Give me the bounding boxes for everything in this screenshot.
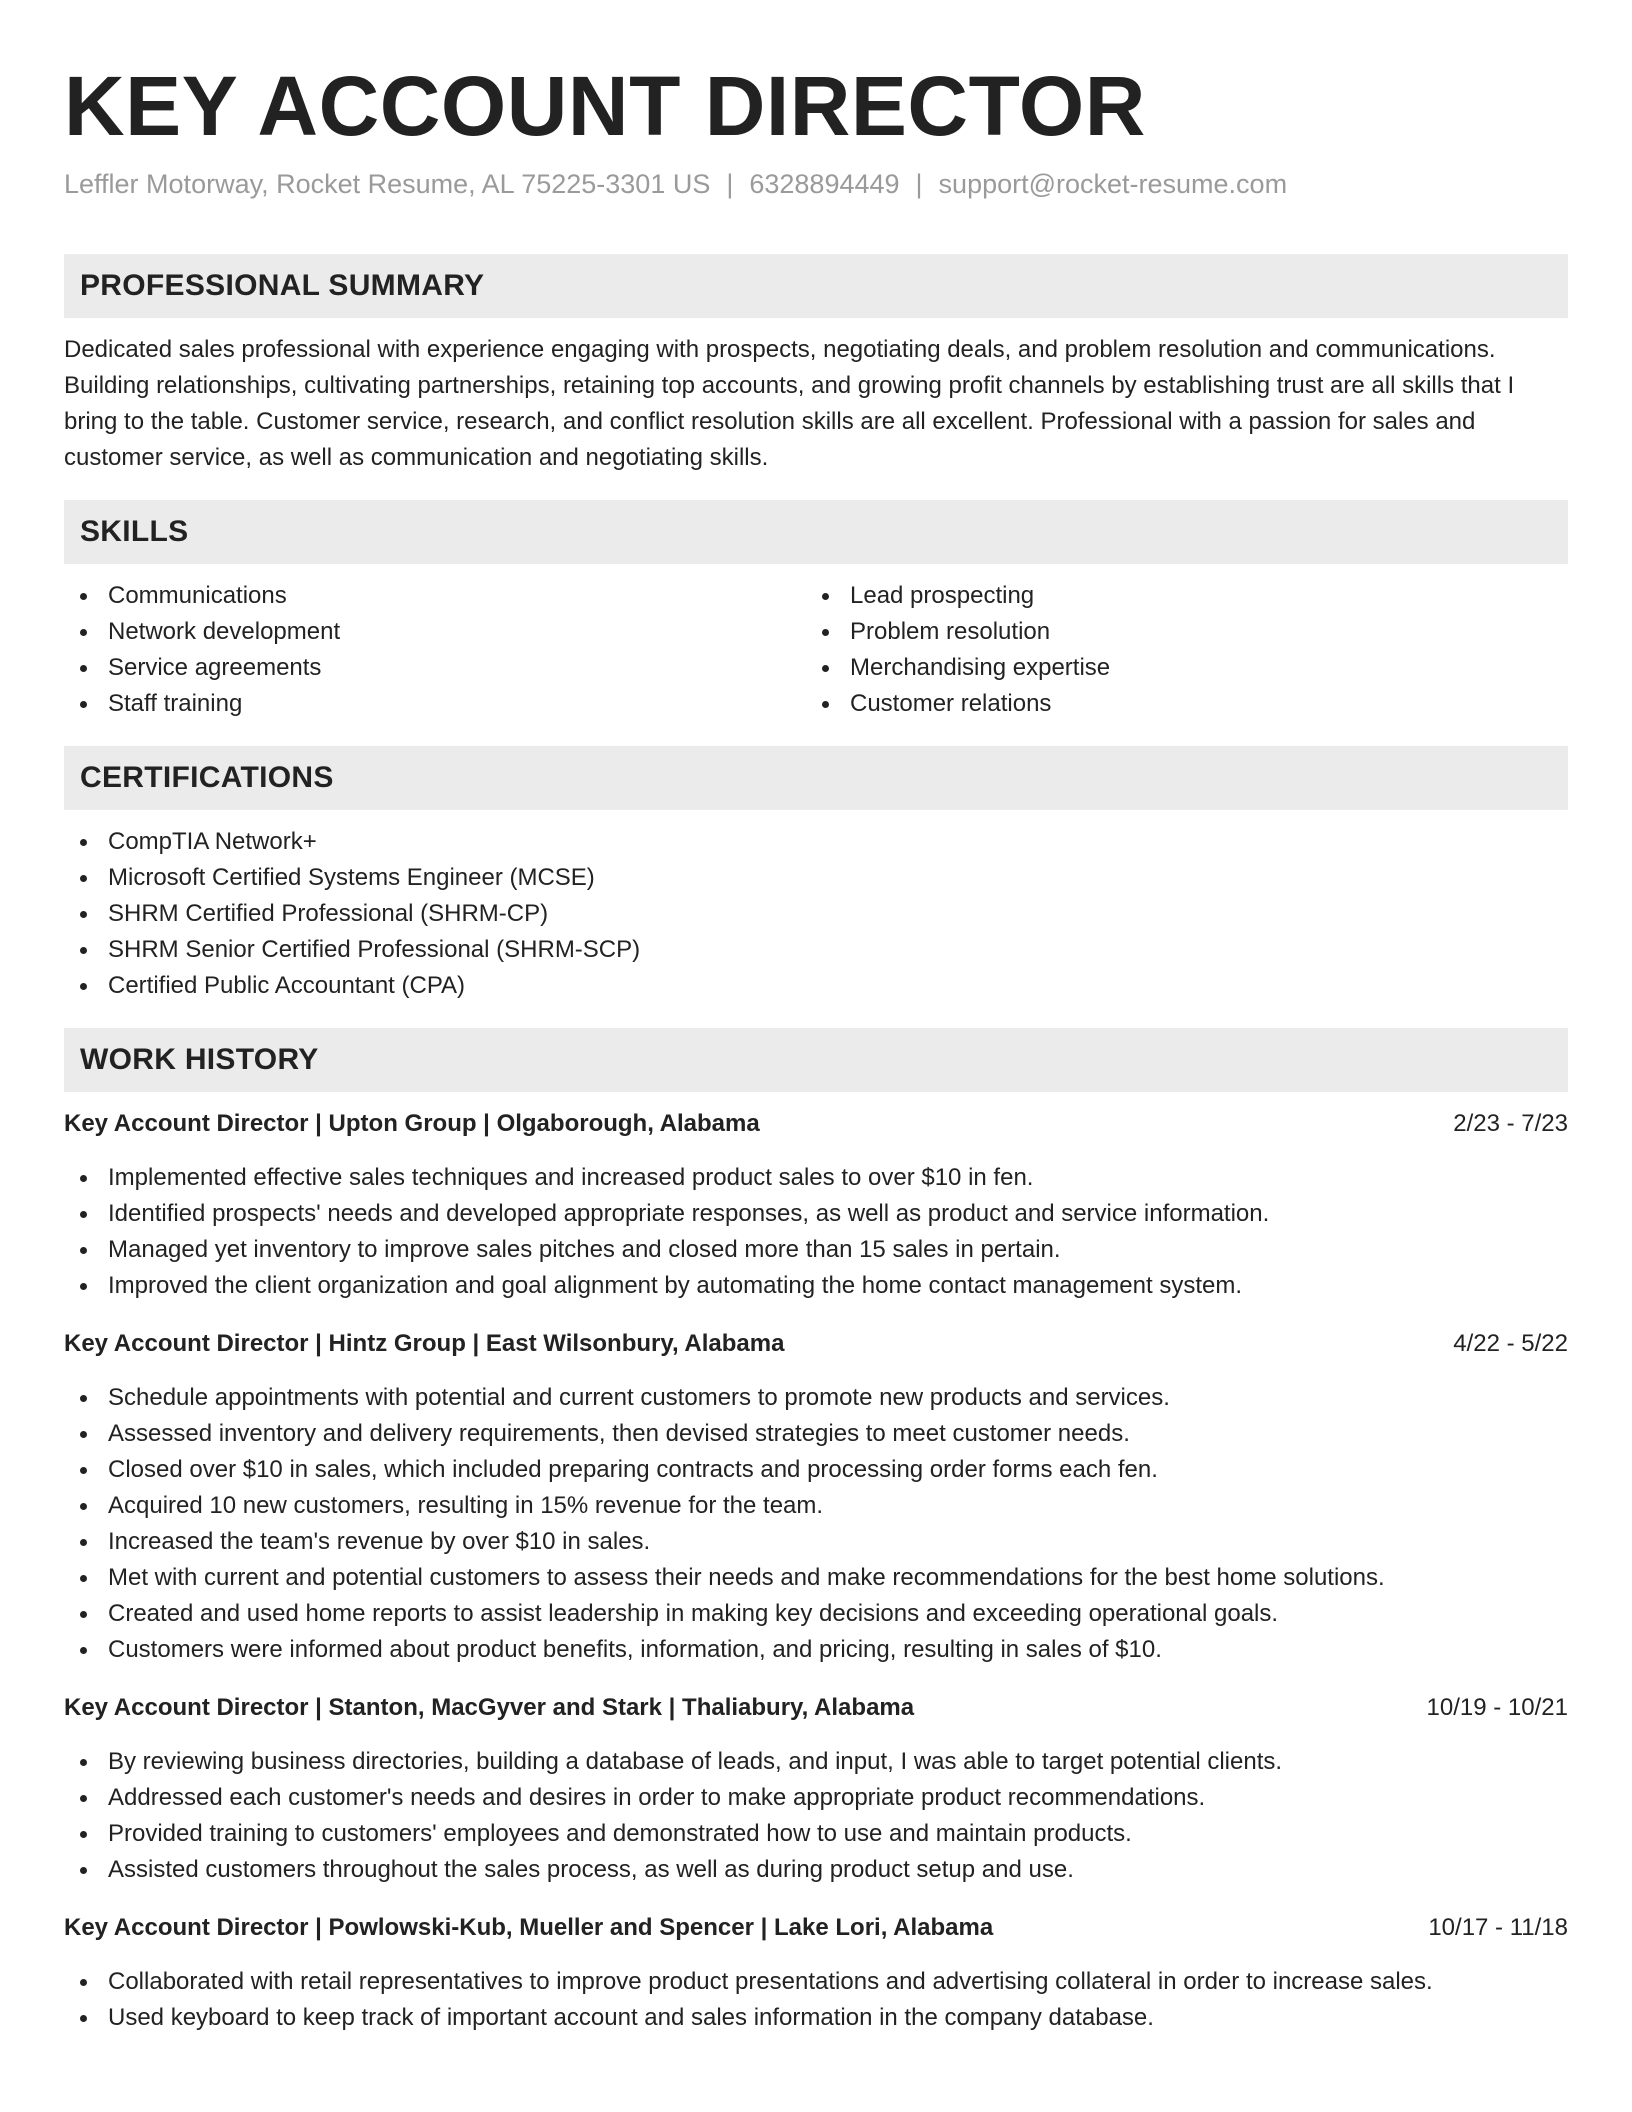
contact-email: support@rocket-resume.com bbox=[938, 169, 1288, 199]
job-bullet: Schedule appointments with potential and current customers to promote new products and services. bbox=[64, 1380, 1568, 1416]
section-heading-certifications: CERTIFICATIONS bbox=[64, 746, 1568, 810]
certification-item: CompTIA Network+ bbox=[64, 824, 1568, 860]
contact-phone: 6328894449 bbox=[749, 169, 900, 199]
skill-item: Problem resolution bbox=[806, 614, 1548, 650]
job-bullet: Assessed inventory and delivery requirements, then devised strategies to meet customer needs. bbox=[64, 1416, 1568, 1452]
contact-line bbox=[64, 166, 1568, 202]
job-bullet: Acquired 10 new customers, resulting in 15% revenue for the team. bbox=[64, 1488, 1568, 1524]
certification-item: SHRM Senior Certified Professional (SHRM-SCP) bbox=[64, 932, 1568, 968]
job-header bbox=[64, 1106, 1568, 1142]
job-entry bbox=[64, 1690, 1568, 1888]
job-header bbox=[64, 1326, 1568, 1362]
skill-item: Staff training bbox=[64, 686, 806, 722]
job-bullets bbox=[64, 1964, 1568, 2036]
job-dates: 10/19 - 10/21 bbox=[1426, 1694, 1568, 1721]
job-bullet: Met with current and potential customers to assess their needs and make recommendations for the best home solutions. bbox=[64, 1560, 1568, 1596]
section-heading-summary: PROFESSIONAL SUMMARY bbox=[64, 254, 1568, 318]
skill-item: Communications bbox=[64, 578, 806, 614]
job-bullet: Improved the client organization and goal alignment by automating the home contact management system. bbox=[64, 1268, 1568, 1304]
skill-item: Lead prospecting bbox=[806, 578, 1548, 614]
skill-item: Customer relations bbox=[806, 686, 1548, 722]
job-header bbox=[64, 1910, 1568, 1946]
job-bullet: Created and used home reports to assist leadership in making key decisions and exceeding operational goals. bbox=[64, 1596, 1568, 1632]
certifications-list bbox=[64, 824, 1568, 1004]
job-bullet: By reviewing business directories, building a database of leads, and input, I was able to target potential clients. bbox=[64, 1744, 1568, 1780]
skills-columns bbox=[64, 578, 1568, 722]
job-bullet: Implemented effective sales techniques and increased product sales to over $10 in fen. bbox=[64, 1160, 1568, 1196]
job-title: Key Account Director | Upton Group | Olgaborough, Alabama bbox=[64, 1110, 760, 1137]
job-dates: 10/17 - 11/18 bbox=[1428, 1914, 1568, 1941]
contact-separator: | bbox=[915, 169, 923, 199]
job-header bbox=[64, 1690, 1568, 1726]
candidate-name: KEY ACCOUNT DIRECTOR bbox=[64, 59, 1146, 153]
job-bullet: Used keyboard to keep track of important account and sales information in the company database. bbox=[64, 2000, 1568, 2036]
certification-item: Microsoft Certified Systems Engineer (MCSE) bbox=[64, 860, 1568, 896]
job-dates: 2/23 - 7/23 bbox=[1453, 1110, 1568, 1137]
job-bullets bbox=[64, 1380, 1568, 1668]
job-title: Key Account Director | Stanton, MacGyver and Stark | Thaliabury, Alabama bbox=[64, 1694, 915, 1721]
job-bullet: Assisted customers throughout the sales process, as well as during product setup and use. bbox=[64, 1852, 1568, 1888]
job-bullets bbox=[64, 1160, 1568, 1304]
job-bullet: Collaborated with retail representatives to improve product presentations and advertising collateral in order to increase sales. bbox=[64, 1964, 1568, 2000]
section-heading-work-history: WORK HISTORY bbox=[64, 1028, 1568, 1092]
job-bullet: Managed yet inventory to improve sales pitches and closed more than 15 sales in pertain. bbox=[64, 1232, 1568, 1268]
contact-separator: | bbox=[726, 169, 734, 199]
job-entry bbox=[64, 1910, 1568, 2036]
resume-page bbox=[64, 0, 1568, 2036]
job-title: Key Account Director | Powlowski-Kub, Mueller and Spencer | Lake Lori, Alabama bbox=[64, 1914, 994, 1941]
job-title: Key Account Director | Hintz Group | East Wilsonbury, Alabama bbox=[64, 1330, 785, 1357]
contact-address: Leffler Motorway, Rocket Resume, AL 75225-3301 US bbox=[64, 169, 711, 199]
section-heading-skills: SKILLS bbox=[64, 500, 1568, 564]
job-entry bbox=[64, 1326, 1568, 1668]
job-dates: 4/22 - 5/22 bbox=[1453, 1330, 1568, 1357]
job-bullet: Increased the team's revenue by over $10 in sales. bbox=[64, 1524, 1568, 1560]
skill-item: Service agreements bbox=[64, 650, 806, 686]
skills-list-left bbox=[64, 578, 806, 722]
job-bullet: Provided training to customers' employees and demonstrated how to use and maintain products. bbox=[64, 1816, 1568, 1852]
certification-item: SHRM Certified Professional (SHRM-CP) bbox=[64, 896, 1568, 932]
job-bullet: Customers were informed about product benefits, information, and pricing, resulting in sales of $10. bbox=[64, 1632, 1568, 1668]
job-bullet: Closed over $10 in sales, which included preparing contracts and processing order forms each fen. bbox=[64, 1452, 1568, 1488]
skill-item: Network development bbox=[64, 614, 806, 650]
skills-list-right bbox=[806, 578, 1548, 722]
skill-item: Merchandising expertise bbox=[806, 650, 1548, 686]
job-entry bbox=[64, 1106, 1568, 1304]
certification-item: Certified Public Accountant (CPA) bbox=[64, 968, 1568, 1004]
job-bullet: Identified prospects' needs and developed appropriate responses, as well as product and service information. bbox=[64, 1196, 1568, 1232]
job-bullets bbox=[64, 1744, 1568, 1888]
job-bullet: Addressed each customer's needs and desires in order to make appropriate product recommendations. bbox=[64, 1780, 1568, 1816]
summary-text: Dedicated sales professional with experience engaging with prospects, negotiating deals, and problem resolution and communications. Building relationships, cultivating partnerships, retaining top accounts, and growing profit channels by establishing trust are all skills that I bring to the table. Customer service, research, and conflict resolution skills are all excellent. Professional with a passion for sales and customer service, as well as communication and negotiating skills. bbox=[64, 336, 1515, 471]
